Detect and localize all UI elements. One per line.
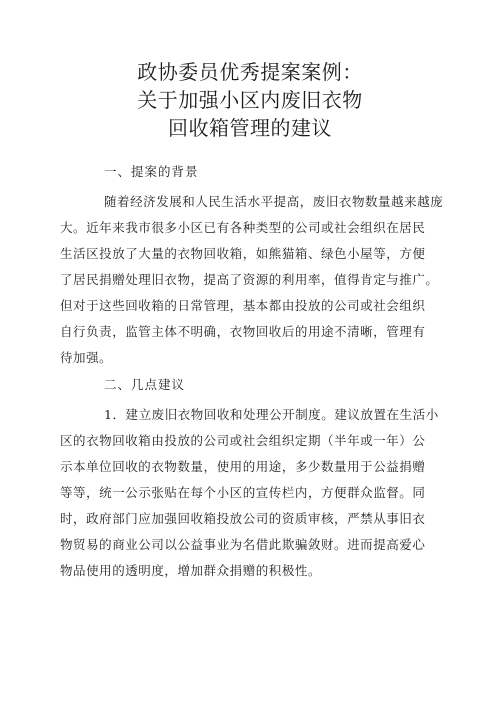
paragraph-line: 1．建立废旧衣物回收和处理公开制度。建议放置在生活小 — [104, 407, 439, 422]
section-heading-suggestions: 二、几点建议 — [104, 377, 186, 392]
paragraph-line: 了居民捐赠处理旧衣物，提高了资源的利用率，值得肯定与推广。 — [60, 272, 439, 287]
paragraph-line: 待加强。 — [60, 350, 113, 365]
section-heading-background: 一、提案的背景 — [104, 164, 199, 179]
paragraph-line: 但对于这些回收箱的日常管理，基本都由投放的公司或社会组织 — [60, 298, 426, 313]
paragraph-line: 生活区投放了大量的衣物回收箱，如熊猫箱、绿色小屋等，方便 — [60, 246, 426, 261]
paragraph-line: 随着经济发展和人民生活水平提高，废旧衣物数量越来越庞 — [104, 194, 444, 209]
paragraph-line: 时，政府部门应加强回收箱投放公司的资质审核，严禁从事旧衣 — [60, 511, 426, 526]
paragraph-line: 区的衣物回收箱由投放的公司或社会组织定期（半年或一年）公 — [60, 433, 426, 448]
document-title-line-1: 政协委员优秀提案案例： — [137, 60, 363, 84]
paragraph-line: 物品使用的透明度，增加群众捐赠的积极性。 — [60, 563, 322, 578]
document-title-line-2: 关于加强小区内废旧衣物 — [137, 88, 363, 112]
document-title-line-3: 回收箱管理的建议 — [168, 116, 332, 140]
paragraph-line: 自行负责，监管主体不明确，衣物回收后的用途不清晰，管理有 — [60, 324, 426, 339]
paragraph-line: 示本单位回收的衣物数量，使用的用途，多少数量用于公益捐赠 — [60, 459, 426, 474]
paragraph-line: 等等，统一公示张贴在每个小区的宣传栏内，方便群众监督。同 — [60, 485, 426, 500]
paragraph-line: 物贸易的商业公司以公益事业为名借此欺骗敛财。进而提高爱心 — [60, 537, 426, 552]
paragraph-line: 大。近年来我市很多小区已有各种类型的公司或社会组织在居民 — [60, 220, 426, 235]
